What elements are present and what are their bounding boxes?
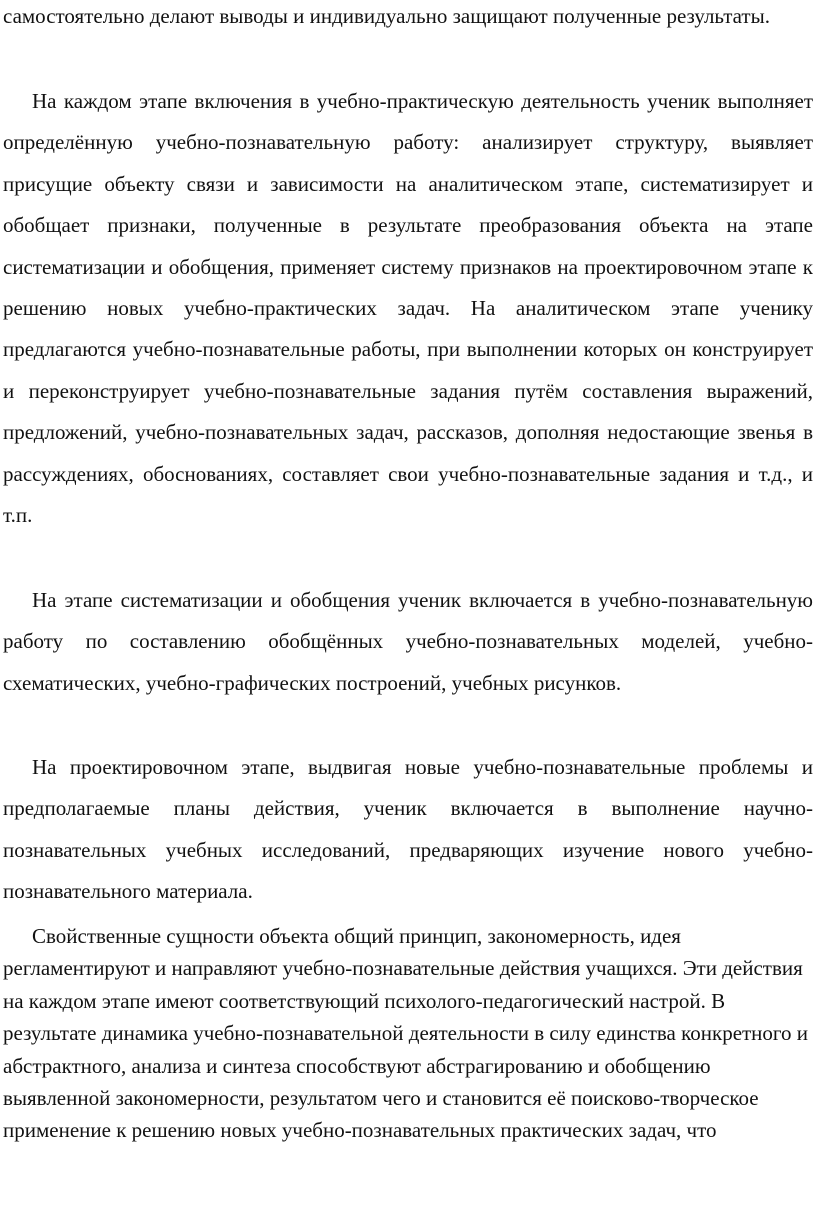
paragraph-1: самостоятельно делают выводы и индивидуально защищают полученные результаты. [3,4,770,28]
paragraph-5: Свойственные сущности объекта общий принцип, закономерность, идея регламентируют и направляют учебно-познавательные действия учащихся. Эти действия на каждом этапе имеют соответствующий психолого-педагогический настрой. В результате динамика учебно-познавательной деятельности в силу единства конкретного и абстрактного, анализа и синтеза способствуют абстрагированию и обобщению выявленной закономерности, результатом чего и становится её поисково-творческое применение к решению новых учебно-познавательных практических задач, что [3,924,809,1143]
paragraph-4: На проектировочном этапе, выдвигая новые учебно-познавательные проблемы и предполагаемые планы действия, ученик включается в выполнение научно-познавательных учебных исследований, предваряющих изучение нового учебно-познавательного материала. [3,755,813,904]
paragraph-3: На этапе систематизации и обобщения ученик включается в учебно-познавательную работу по составлению обобщённых учебно-познавательных моделей, учебно-схематических, учебно-графических построений, учебных рисунков. [3,588,813,695]
paragraph-2: На каждом этапе включения в учебно-практическую деятельность ученик выполняет определённую учебно-познавательную работу: анализирует структуру, выявляет присущие объекту связи и зависимости на аналитическом этапе, систематизирует и обобщает признаки, полученные в результате преобразования объекта на этапе систематизации и обобщения, применяет систему признаков на проектировочном этапе к решению новых учебно-практических задач. На аналитическом этапе ученику предлагаются учебно-познавательные работы, при выполнении которых он конструирует и переконструирует учебно-познавательные задания путём составления выражений, предложений, учебно-познавательных задач, рассказов, дополняя недостающие звенья в рассуждениях, обоснованиях, составляет свои учебно-познавательные задания и т.д., и т.п. [3,89,813,528]
